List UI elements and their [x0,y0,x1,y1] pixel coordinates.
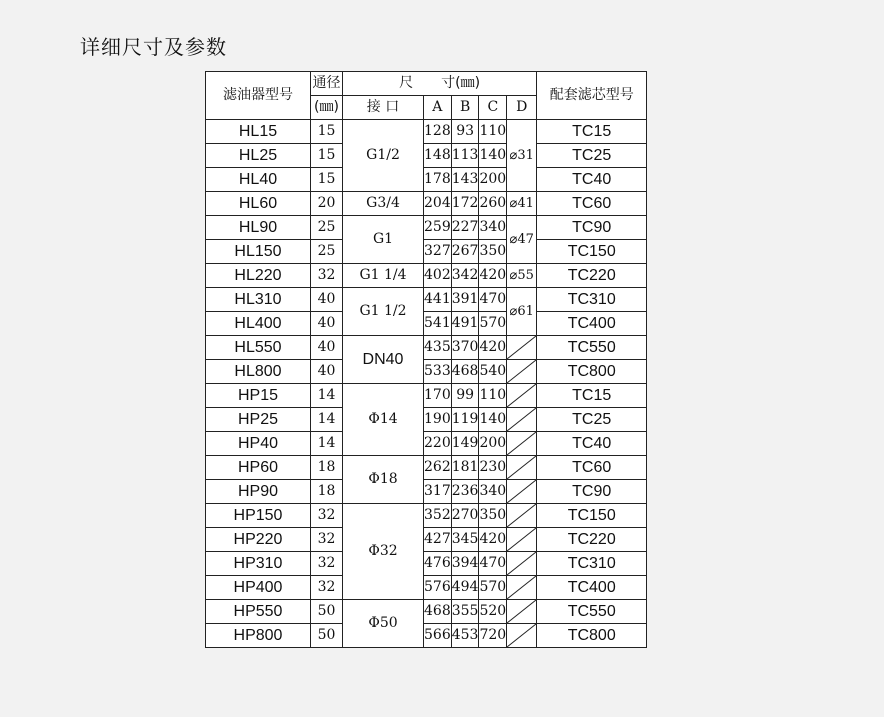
dim-c-cell: 230 [479,456,507,480]
dim-d-cell: ⌀47 [507,216,537,264]
dim-d-empty-cell [507,336,537,360]
table-row [206,456,647,480]
dim-d-cell: ⌀55 [507,264,537,288]
model-cell: HP550 [206,600,311,624]
bore-cell: 15 [311,144,343,168]
element-cell: TC550 [537,336,647,360]
dim-a-cell: 190 [424,408,452,432]
model-cell: HP25 [206,408,311,432]
dim-c-cell: 260 [479,192,507,216]
dim-a-cell: 170 [424,384,452,408]
table-row [206,336,647,360]
dim-d-cell: ⌀41 [507,192,537,216]
element-cell: TC90 [537,216,647,240]
bore-cell: 18 [311,480,343,504]
model-cell: HP40 [206,432,311,456]
port-cell: G3/4 [343,192,424,216]
element-cell: TC310 [537,552,647,576]
bore-cell: 40 [311,336,343,360]
bore-cell: 40 [311,288,343,312]
bore-cell: 15 [311,120,343,144]
dim-a-cell: 427 [424,528,452,552]
dim-c-cell: 110 [479,384,507,408]
bore-cell: 32 [311,576,343,600]
header-col-c: C [479,96,507,120]
dim-d-empty-cell [507,360,537,384]
dim-c-cell: 350 [479,240,507,264]
dim-a-cell: 259 [424,216,452,240]
element-cell: TC25 [537,144,647,168]
model-cell: HP15 [206,384,311,408]
page-title: 详细尺寸及参数 [80,35,227,59]
dim-d-empty-cell [507,480,537,504]
bore-cell: 25 [311,240,343,264]
dim-c-cell: 470 [479,288,507,312]
header-col-a: A [424,96,452,120]
dim-a-cell: 435 [424,336,452,360]
dim-a-cell: 178 [424,168,452,192]
model-cell: HP150 [206,504,311,528]
model-cell: HP400 [206,576,311,600]
element-cell: TC150 [537,240,647,264]
model-cell: HL15 [206,120,311,144]
dim-d-empty-cell [507,552,537,576]
model-cell: HL400 [206,312,311,336]
element-cell: TC90 [537,480,647,504]
dim-d-cell: ⌀61 [507,288,537,336]
dim-b-cell: 342 [451,264,479,288]
port-cell: Φ50 [343,600,424,648]
dim-c-cell: 470 [479,552,507,576]
table-row [206,384,647,408]
dim-b-cell: 149 [451,432,479,456]
dim-b-cell: 93 [451,120,479,144]
dim-a-cell: 441 [424,288,452,312]
element-cell: TC40 [537,168,647,192]
header-bore: 通径 [311,72,343,96]
dim-b-cell: 270 [451,504,479,528]
dim-c-cell: 570 [479,576,507,600]
element-cell: TC150 [537,504,647,528]
diagonal-slash [507,408,536,431]
element-cell: TC220 [537,264,647,288]
port-cell: G1/2 [343,120,424,192]
dim-b-cell: 181 [451,456,479,480]
table-row [206,120,647,144]
dim-b-cell: 236 [451,480,479,504]
model-cell: HL150 [206,240,311,264]
element-cell: TC60 [537,456,647,480]
dim-b-cell: 355 [451,600,479,624]
element-cell: TC310 [537,288,647,312]
dim-d-empty-cell [507,432,537,456]
element-cell: TC800 [537,360,647,384]
dim-b-cell: 370 [451,336,479,360]
dim-a-cell: 533 [424,360,452,384]
header-dimensions: 尺 寸(㎜) [343,72,537,96]
table-row [206,264,647,288]
table-row [206,168,647,192]
dim-a-cell: 468 [424,600,452,624]
diagonal-slash [507,552,536,575]
port-cell: G1 [343,216,424,264]
dim-b-cell: 391 [451,288,479,312]
dim-a-cell: 352 [424,504,452,528]
dim-b-cell: 394 [451,552,479,576]
header-col-d: D [507,96,537,120]
dim-b-cell: 119 [451,408,479,432]
header-row-1 [206,72,647,96]
model-cell: HL220 [206,264,311,288]
dim-d-empty-cell [507,624,537,648]
element-cell: TC15 [537,120,647,144]
bore-cell: 14 [311,384,343,408]
header-port: 接 口 [343,96,424,120]
dim-a-cell: 262 [424,456,452,480]
element-cell: TC220 [537,528,647,552]
dim-c-cell: 340 [479,480,507,504]
bore-cell: 50 [311,624,343,648]
header-col-b: B [451,96,479,120]
diagonal-slash [507,456,536,479]
dim-c-cell: 350 [479,504,507,528]
element-cell: TC15 [537,384,647,408]
dim-b-cell: 453 [451,624,479,648]
dim-a-cell: 566 [424,624,452,648]
dim-c-cell: 540 [479,360,507,384]
dim-a-cell: 476 [424,552,452,576]
diagonal-slash [507,528,536,551]
bore-cell: 40 [311,312,343,336]
bore-cell: 32 [311,528,343,552]
dim-c-cell: 140 [479,144,507,168]
port-cell: DN40 [343,336,424,384]
spec-table [205,71,647,648]
table-row [206,360,647,384]
model-cell: HL40 [206,168,311,192]
port-cell: Φ14 [343,384,424,456]
element-cell: TC800 [537,624,647,648]
dim-c-cell: 720 [479,624,507,648]
table-row [206,240,647,264]
diagonal-slash [507,336,536,359]
element-cell: TC60 [537,192,647,216]
dim-b-cell: 143 [451,168,479,192]
model-cell: HP90 [206,480,311,504]
dim-a-cell: 541 [424,312,452,336]
dim-c-cell: 520 [479,600,507,624]
table-row [206,432,647,456]
header-element-model: 配套滤芯型号 [537,72,647,120]
diagonal-slash [507,480,536,503]
dim-b-cell: 267 [451,240,479,264]
dim-a-cell: 128 [424,120,452,144]
dim-d-empty-cell [507,504,537,528]
dim-d-empty-cell [507,576,537,600]
dim-b-cell: 172 [451,192,479,216]
model-cell: HP220 [206,528,311,552]
model-cell: HL60 [206,192,311,216]
model-cell: HL310 [206,288,311,312]
dim-b-cell: 99 [451,384,479,408]
bore-cell: 15 [311,168,343,192]
dim-a-cell: 327 [424,240,452,264]
table-row [206,192,647,216]
table-row [206,144,647,168]
dim-b-cell: 494 [451,576,479,600]
element-cell: TC400 [537,576,647,600]
header-filter-model: 滤油器型号 [206,72,311,120]
diagonal-slash [507,576,536,599]
table-row [206,576,647,600]
dim-c-cell: 140 [479,408,507,432]
port-cell: G1 1/4 [343,264,424,288]
table-row [206,312,647,336]
bore-cell: 14 [311,408,343,432]
dim-a-cell: 204 [424,192,452,216]
bore-cell: 50 [311,600,343,624]
dim-d-empty-cell [507,456,537,480]
table-row [206,408,647,432]
dim-b-cell: 113 [451,144,479,168]
diagonal-slash [507,360,536,383]
diagonal-slash [507,504,536,527]
table-row [206,480,647,504]
element-cell: TC400 [537,312,647,336]
dim-d-empty-cell [507,528,537,552]
dim-c-cell: 420 [479,528,507,552]
dim-c-cell: 110 [479,120,507,144]
diagonal-slash [507,600,536,623]
bore-cell: 32 [311,264,343,288]
bore-cell: 40 [311,360,343,384]
dim-c-cell: 420 [479,336,507,360]
port-cell: Φ18 [343,456,424,504]
model-cell: HP310 [206,552,311,576]
dim-a-cell: 220 [424,432,452,456]
dim-a-cell: 402 [424,264,452,288]
dim-a-cell: 576 [424,576,452,600]
dim-c-cell: 200 [479,432,507,456]
element-cell: TC25 [537,408,647,432]
table-row [206,288,647,312]
port-cell: G1 1/2 [343,288,424,336]
bore-cell: 32 [311,552,343,576]
diagonal-slash [507,432,536,455]
dim-a-cell: 148 [424,144,452,168]
dim-b-cell: 491 [451,312,479,336]
bore-cell: 18 [311,456,343,480]
dim-d-empty-cell [507,408,537,432]
bore-cell: 14 [311,432,343,456]
port-cell: Φ32 [343,504,424,600]
model-cell: HP800 [206,624,311,648]
table-row [206,528,647,552]
table-row [206,624,647,648]
dim-c-cell: 200 [479,168,507,192]
bore-cell: 32 [311,504,343,528]
table-row [206,216,647,240]
dim-b-cell: 468 [451,360,479,384]
element-cell: TC40 [537,432,647,456]
diagonal-slash [507,624,536,647]
table-row [206,552,647,576]
bore-cell: 20 [311,192,343,216]
dim-d-cell: ⌀31 [507,120,537,192]
model-cell: HL550 [206,336,311,360]
table-row [206,600,647,624]
bore-cell: 25 [311,216,343,240]
model-cell: HP60 [206,456,311,480]
dim-c-cell: 340 [479,216,507,240]
dim-b-cell: 227 [451,216,479,240]
header-bore-unit: (㎜) [311,96,343,120]
table-row [206,504,647,528]
dim-b-cell: 345 [451,528,479,552]
dim-c-cell: 570 [479,312,507,336]
model-cell: HL90 [206,216,311,240]
dim-d-empty-cell [507,600,537,624]
dim-c-cell: 420 [479,264,507,288]
element-cell: TC550 [537,600,647,624]
model-cell: HL800 [206,360,311,384]
dim-a-cell: 317 [424,480,452,504]
dim-d-empty-cell [507,384,537,408]
diagonal-slash [507,384,536,407]
model-cell: HL25 [206,144,311,168]
